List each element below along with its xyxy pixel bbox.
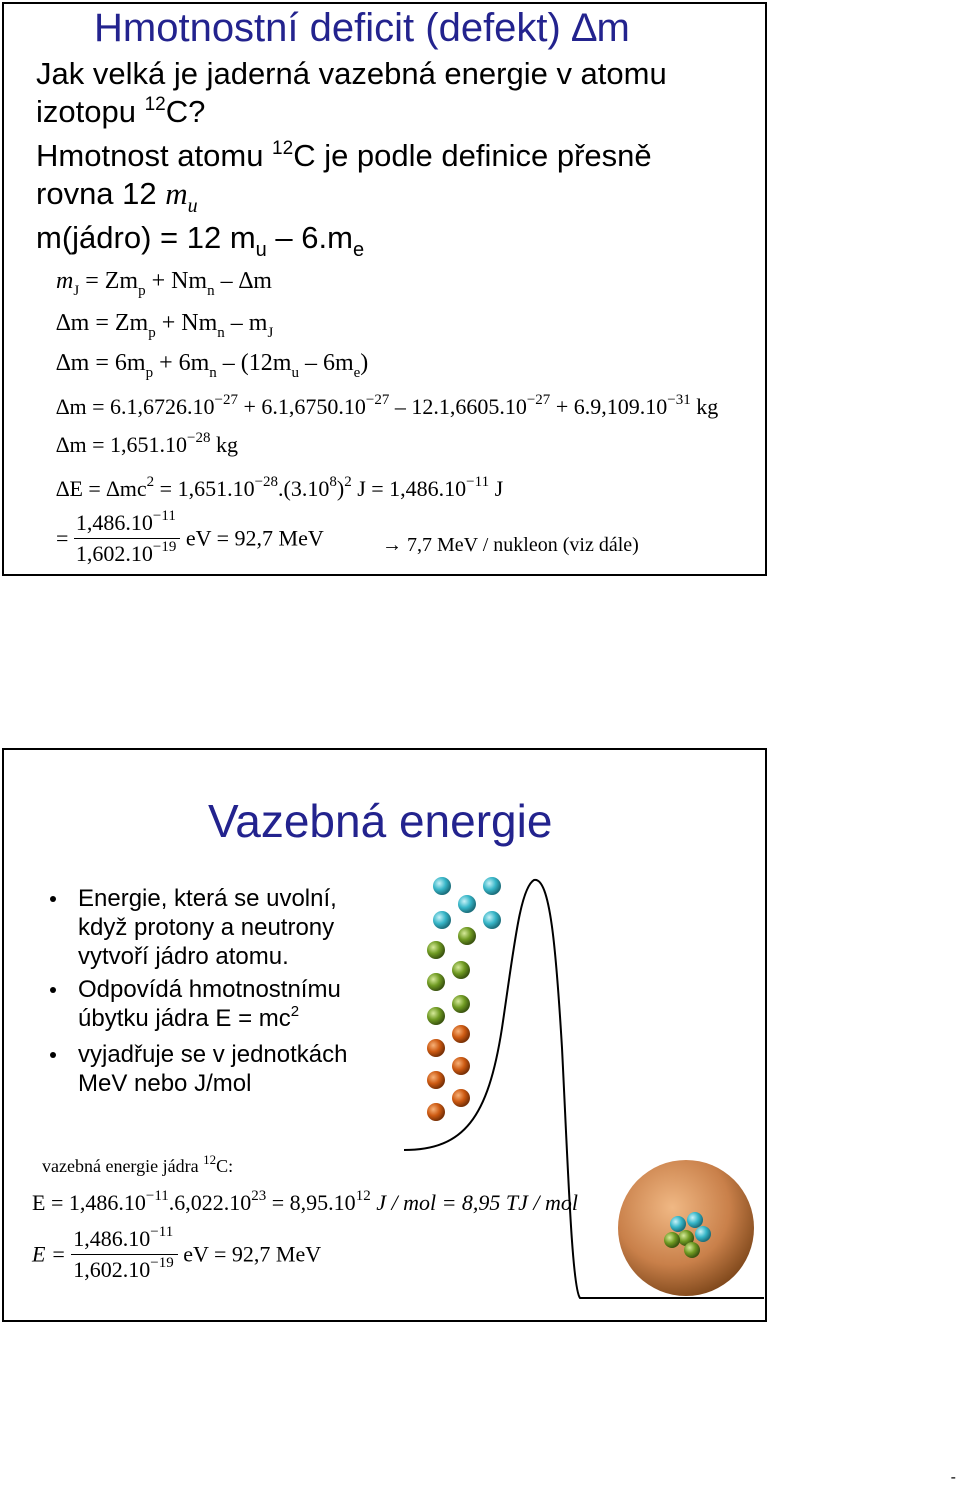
electron-ball [427,1039,445,1057]
eq-sup: −28 [254,474,279,490]
eq-part: J [489,476,504,501]
bullet-dot [50,1052,56,1058]
eq-sub: p [145,365,154,381]
eq-sub: p [148,325,156,341]
question-line-2 [36,94,205,130]
eq-part: = Zm [79,268,139,294]
slide-binding-energy [2,748,767,1322]
eq-part: kg [690,394,719,419]
bullet-line: vytvoří jádro atomu. [78,943,289,970]
eq-part: ) [360,350,369,376]
eq-sub: n [209,365,217,381]
subscript-u: u [187,195,198,217]
neutron-ball [458,895,476,913]
eq-sub: p [138,283,146,299]
binding-energy-illustration [404,868,764,1320]
electron-ball [427,1103,445,1121]
stmt-text-end: C je podle definice přesně [293,138,652,173]
nucleus-proton [684,1242,700,1258]
eq-sub: J [267,325,274,341]
per-nucleon-note: → 7,7 MeV / nukleon (viz dále) [382,534,639,556]
equation-4 [56,394,718,420]
bullet-text: úbytku jádra E = mc [78,1005,291,1032]
eq-part: eV = 92,7 MeV [185,525,324,551]
page-mark: - [950,1469,956,1486]
eq-part: J / mol = 8,95 TJ / mol [370,1190,579,1215]
eq-part: 1,602.10 [73,1257,151,1282]
atom-sphere-body [618,1160,754,1296]
eq-part: J = 1,486.10 [351,476,467,501]
delta-m-symbol: ∆m [571,6,630,50]
statement-line-2 [36,176,198,217]
proton-ball [452,995,470,1013]
neutron-ball [433,877,451,895]
eq-part: ∆m = 6.1,6726.10 [56,394,215,419]
subscript-u: u [255,239,267,261]
eq-sup: −19 [150,1255,174,1271]
title-text: Hmotnostní deficit (defekt) [94,6,561,50]
proton-ball [458,927,476,945]
statement-line-1 [36,138,652,174]
formula-molar [32,1190,578,1216]
eq-part: E = [32,1241,66,1267]
eq-part: ∆m = 6m [56,350,146,376]
nucleus-proton [664,1232,680,1248]
eq-part: – m [224,310,268,336]
subscript-e: e [352,239,365,261]
electron-ball [427,1071,445,1089]
eq-sup: −27 [526,392,551,408]
proton-ball [427,1007,445,1025]
eq-part: + 6m [153,350,210,376]
eq-part: .(3.10 [278,476,330,501]
eq-sup: −11 [145,1188,169,1204]
bullet-list [48,884,408,1102]
eq-sub: n [217,325,225,341]
bullet-item [48,1040,408,1098]
eq-part: kg [210,432,238,457]
bullet-item [48,884,408,971]
neutron-ball [433,911,451,929]
slide-mass-defect [2,2,767,576]
eq-part: – 12.1,6605.10 [389,394,527,419]
eq-part: + Nm [155,310,218,336]
eq-sup: 12 [355,1188,371,1204]
stmt-text: Hmotnost atomu [36,138,273,173]
eq-part: – 6m [298,350,354,376]
eq-part: 1,602.10 [75,541,153,566]
atom-sphere [618,1160,754,1296]
eq-sup: 2 [146,474,155,490]
proton-ball [427,973,445,991]
equation-1 [56,268,272,299]
fraction-numerator [74,510,180,539]
formula-ev [32,1226,321,1283]
slide1-title [94,6,630,51]
bullet-line [78,1004,408,1036]
fraction [74,510,180,567]
q-text: izotopu [36,94,145,129]
q-text-end: C? [165,94,206,129]
eq-part: 1,486.10 [75,510,153,535]
eq-part: = 1,651.10 [154,476,255,501]
neutron-ball [483,877,501,895]
mass-symbol: m [165,176,188,211]
proton-ball [452,961,470,979]
eq-part: 1,486.10 [73,1226,151,1251]
bullet-dot [50,896,56,902]
bullet-line: MeV nebo J/mol [78,1070,252,1097]
eq-sup: −28 [186,430,211,446]
eq-sup: 23 [251,1188,267,1204]
eq-part: .6,022.10 [168,1190,252,1215]
question-line-1: Jak velká je jaderná vazebná energie v atomu [36,56,667,91]
eq-part: ∆m = 1,651.10 [56,432,187,457]
equation-3 [56,350,369,381]
bullet-line: vyjadřuje se v jednotkách [78,1041,348,1068]
nucleus-neutron [687,1212,703,1228]
eq-part: ∆m = Zm [56,310,149,336]
eq-part: – (12m [216,350,292,376]
caption-sup: 12 [203,1152,217,1167]
eq-sub: e [353,365,361,381]
eq-sup: −27 [365,392,390,408]
eq-sup: 2 [344,474,352,490]
eq-sup: 8 [329,474,337,490]
eq-part: + Nm [145,268,208,294]
eq-sup: −19 [152,539,177,555]
core-mass-line [36,220,365,261]
fraction-numerator [71,1226,177,1255]
eq-sup: −27 [214,392,238,408]
equation-5 [56,432,238,458]
bullet-sup: 2 [290,1003,300,1020]
equation-6 [56,476,503,502]
eq-sup: −11 [466,474,490,490]
eq-part: m [56,268,74,294]
eq-part: eV = 92,7 MeV [183,1241,322,1267]
eq-part: E = 1,486.10 [32,1190,146,1215]
equation-7 [56,510,324,567]
bullet-line: když protony a neutrony [78,914,335,941]
bullet-line: Energie, která se uvolní, [78,885,337,912]
caption-binding-energy [42,1152,234,1177]
eq-sup: −31 [667,392,691,408]
core-mid: – 6.m [266,220,353,255]
stmt-text: rovna 12 [36,176,166,211]
eq-sub: J [73,283,80,299]
slide2-title: Vazebná energie [208,795,553,847]
eq-part: – ∆m [214,268,272,294]
eq-part: = 8,95.10 [266,1190,356,1215]
mass-number: 12 [144,94,166,115]
electron-ball [452,1025,470,1043]
bullet-line: Odpovídá hmotnostnímu [78,976,341,1003]
fraction-denominator [71,1255,177,1283]
bullet-dot [50,987,56,993]
equation-2 [56,310,274,341]
eq-sup: −11 [150,1224,174,1240]
fraction [71,1226,177,1283]
bullet-item [48,975,408,1036]
electron-ball [452,1057,470,1075]
eq-part: = [56,525,69,551]
caption-text: vazebná energie jádra [42,1156,204,1176]
eq-part: + 6.9,109.10 [550,394,668,419]
nucleus-neutron [670,1216,686,1232]
eq-sup: −11 [152,508,176,524]
neutron-ball [483,911,501,929]
eq-part: ) [336,476,345,501]
eq-part: + 6.1,6750.10 [237,394,366,419]
fraction-denominator [74,539,180,567]
proton-ball [427,941,445,959]
eq-sub: n [207,283,215,299]
caption-end: C: [216,1156,234,1176]
mass-number: 12 [272,138,294,159]
core-lhs: m(jádro) = 12 m [36,220,256,255]
eq-sub: u [291,365,299,381]
eq-part: ∆E = ∆mc [56,476,147,501]
nucleus-neutron [695,1226,711,1242]
electron-ball [452,1089,470,1107]
